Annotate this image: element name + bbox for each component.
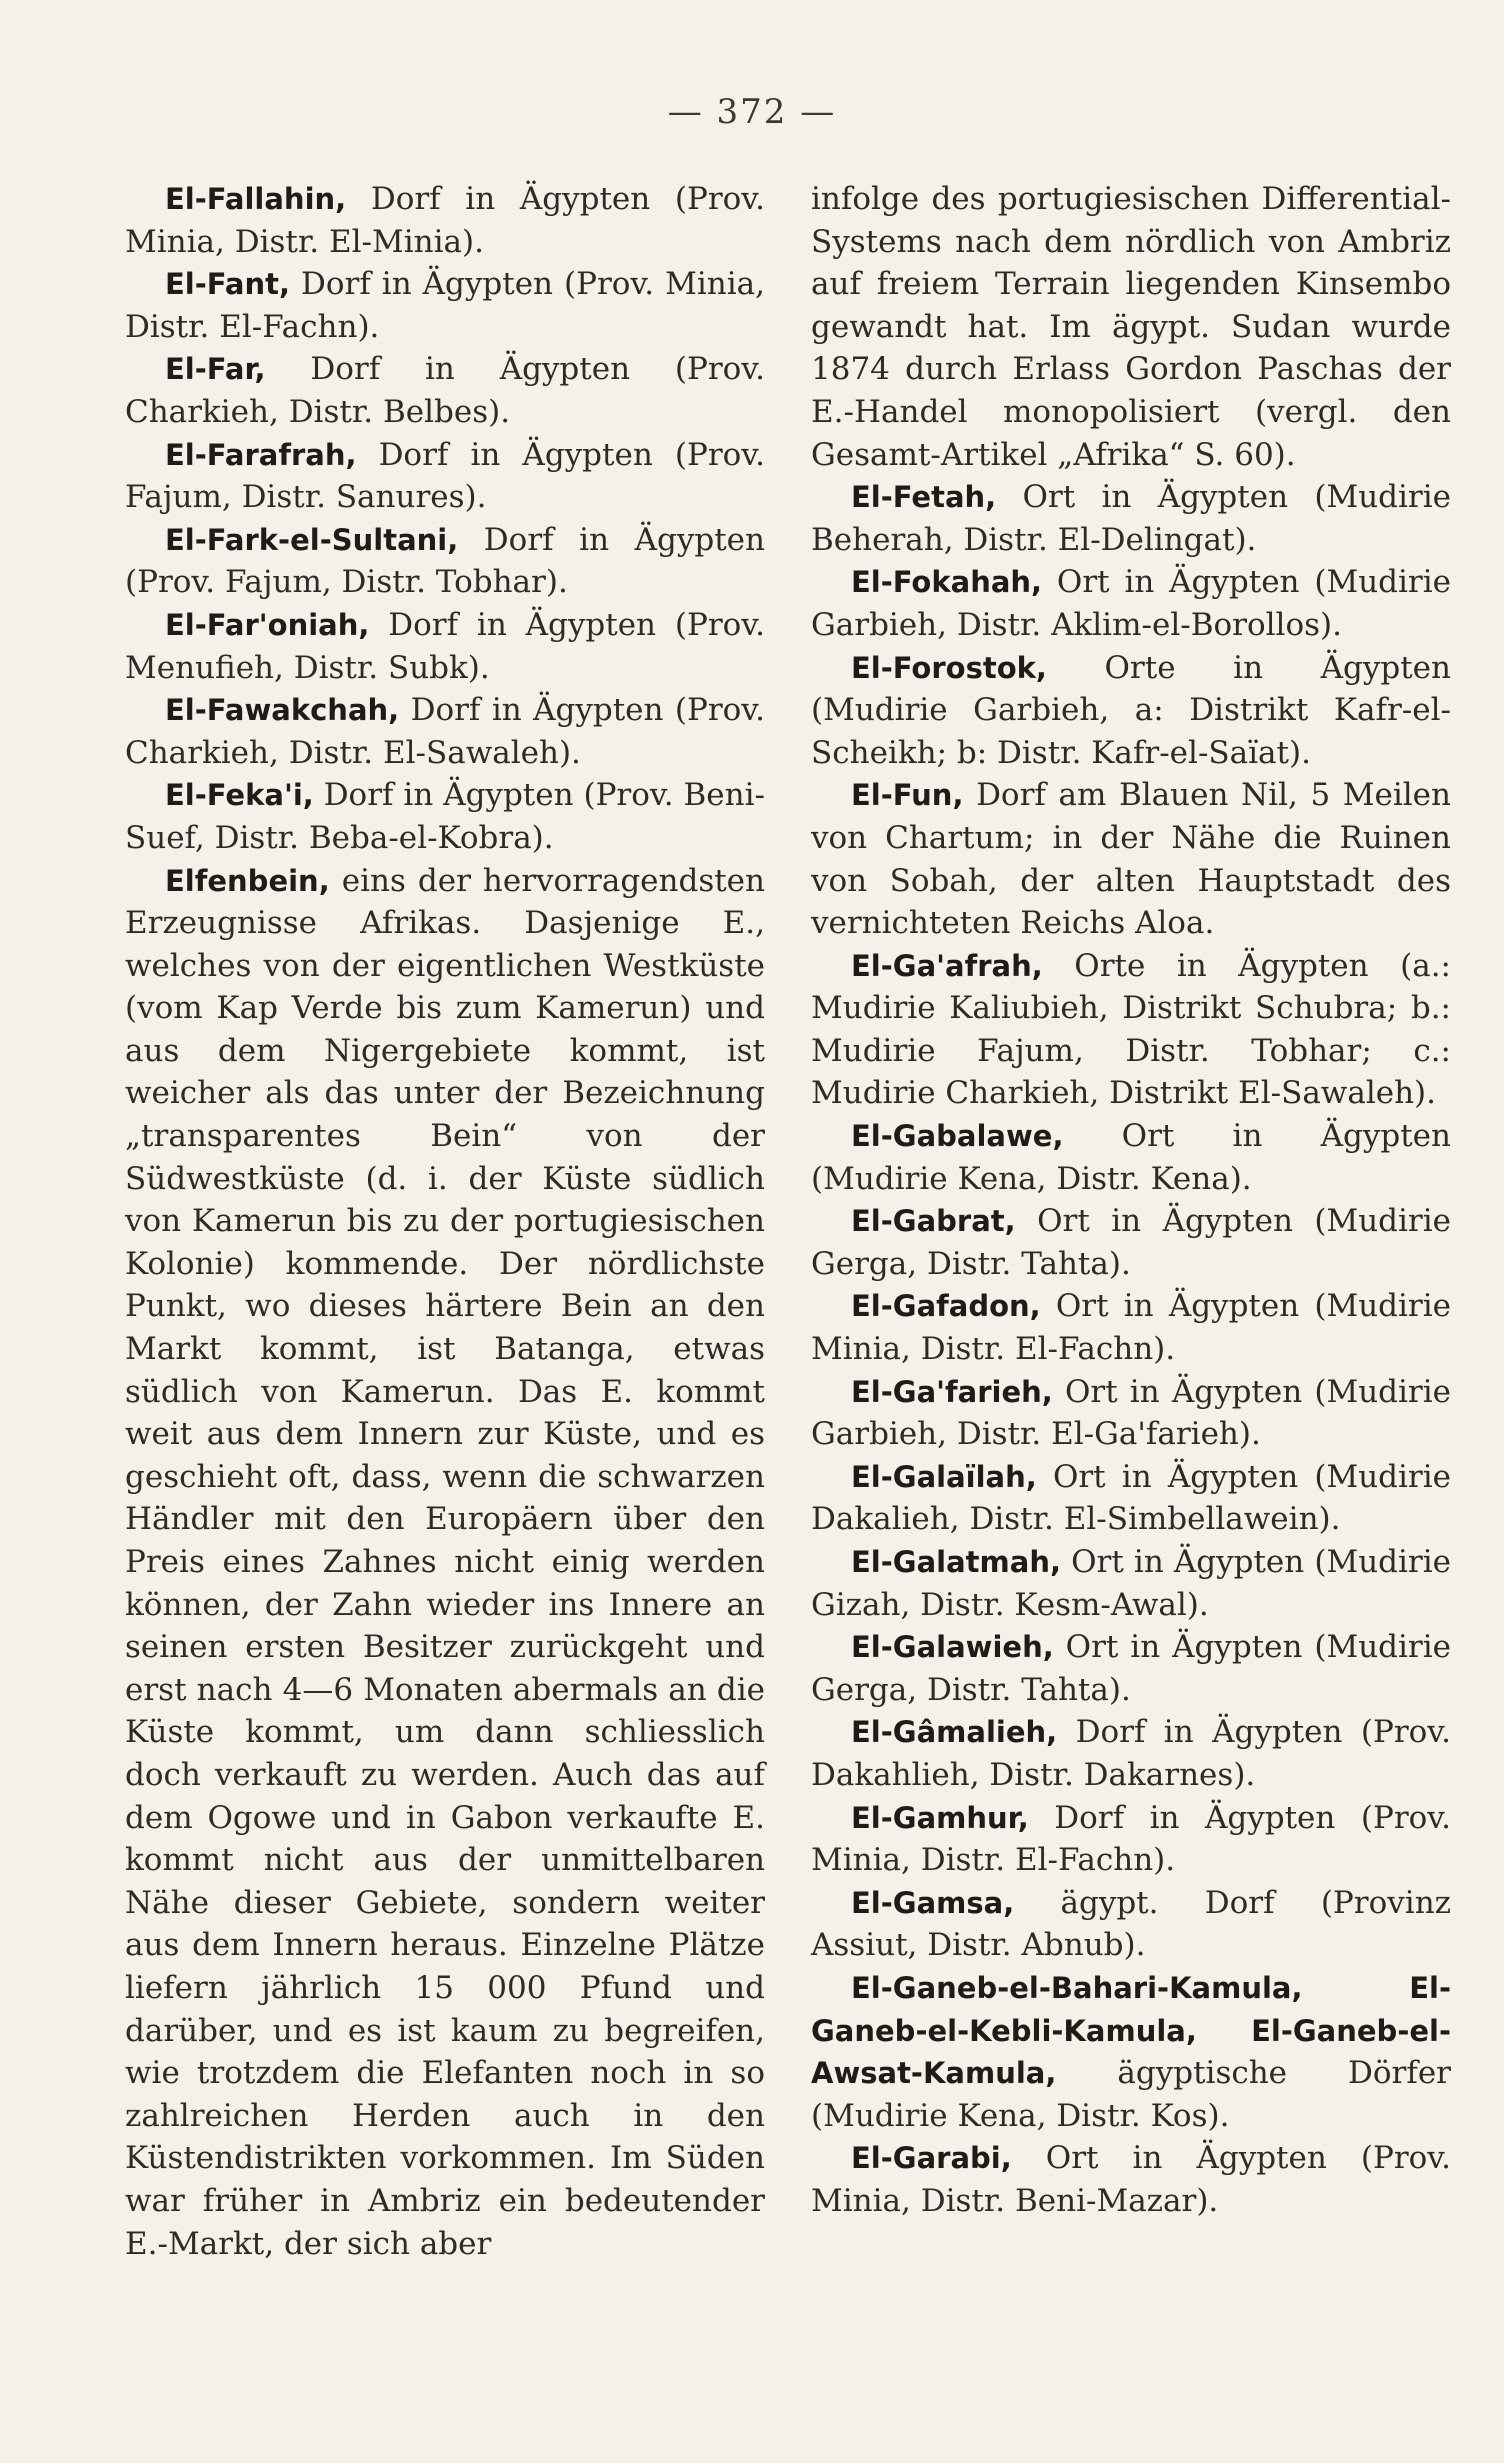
entry-term: El-Galawieh, — [851, 1630, 1054, 1665]
dictionary-entry — [811, 1797, 1451, 1882]
entry-term: El-Fokahah, — [851, 565, 1043, 600]
entry-term: El-Forostok, — [851, 650, 1047, 685]
dictionary-entry — [811, 1200, 1451, 1285]
dictionary-entry — [811, 1541, 1451, 1626]
entry-term: El-Fun, — [851, 778, 964, 813]
entry-text: eins der hervorragendsten Erzeugnisse Afrikas. Dasjenige E., welches von der eigentlichen Westküste (vom Kap Verde bis zum Kamerun) und aus dem Nigergebiete kommt, ist weicher als das unter der Bezeichnung „transparentes Bein“ von der Südwestküste (d. i. der Küste südlich von Kamerun bis zu der portugiesischen Kolonie) kommende. Der nördlichste Punkt, wo dieses härtere Bein an den Markt kommt, ist Batanga, etwas südlich von Kamerun. Das E. kommt weit aus dem Innern zur Küste, und es geschieht oft, dass, wenn die schwarzen Händler mit den Europäern über den Preis eines Zahnes nicht einig werden können, der Zahn wieder ins Innere an seinen ersten Besitzer zurückgeht und erst nach 4—6 Monaten abermals an die Küste kommt, um dann schliesslich doch verkauft zu werden. Auch das auf dem Ogowe und in Gabon verkaufte E. kommt nicht aus der unmittelbaren Nähe dieser Gebiete, sondern weiter aus dem Innern heraus. Einzelne Plätze liefern jährlich 15 000 Pfund und darüber, und es ist kaum zu begreifen, wie trotzdem die Elefanten noch in so zahlreichen Herden auch in den Küstendistrikten vorkommen. Im Süden war früher in Ambriz ein bedeutender E.-Markt, der sich aber — [125, 862, 765, 2262]
entry-text: Dorf in Ägypten (Prov. Minia, Distr. El-Fachn). — [125, 266, 765, 345]
entry-text: Ort in Ägypten (Mudirie Gerga, Distr. Tahta). — [811, 1629, 1451, 1708]
entry-text: Ort in Ägypten (Mudirie Dakalieh, Distr. El-Simbellawein). — [811, 1458, 1451, 1538]
entry-text: Dorf in Ägypten (Prov. Minia, Distr. El-Minia). — [125, 181, 765, 260]
entry-term: El-Fetah, — [851, 480, 997, 515]
entry-term: El-Feka'i, — [165, 778, 314, 813]
entry-text: Ort in Ägypten (Mudirie Minia, Distr. El-Fachn). — [811, 1288, 1451, 1368]
entry-term: El-Galaïlah, — [851, 1459, 1037, 1494]
dictionary-entry — [125, 178, 765, 263]
entry-term: El-Gabrat, — [851, 1204, 1016, 1239]
entry-term: El-Gamhur, — [851, 1800, 1029, 1835]
entry-term: El-Fallahin, — [165, 182, 347, 216]
dictionary-entry — [125, 860, 765, 2266]
entry-term: El-Ganeb-el-Bahari-Kamula, El-Ganeb-el-Kebli-Kamula, El-Ganeb-el-Awsat-Kamula, — [811, 1970, 1451, 2091]
dictionary-entry — [811, 1456, 1451, 1541]
entry-text: Dorf in Ägypten (Prov. Minia, Distr. El-Fachn). — [811, 1799, 1451, 1879]
entry-term: El-Gafadon, — [851, 1289, 1041, 1324]
entry-term: El-Ga'afrah, — [851, 948, 1043, 983]
entry-text: Dorf in Ägypten (Prov. Menufieh, Distr. Subk). — [125, 606, 765, 686]
entry-text: Ort in Ägypten (Mudirie Beherah, Distr. El-Delingat). — [811, 479, 1451, 558]
dictionary-entry — [811, 1711, 1451, 1796]
continued-text — [811, 178, 1451, 476]
entry-term: El-Fark-el-Sultani, — [165, 522, 459, 557]
dictionary-entry — [125, 434, 765, 519]
entry-text: Ort in Ägypten (Mudirie Gerga, Distr. Tahta). — [811, 1203, 1451, 1282]
entry-text: Dorf in Ägypten (Prov. Fajum, Distr. Sanures). — [125, 436, 765, 516]
entry-text: Ort in Ägypten (Prov. Minia, Distr. Beni-Mazar). — [811, 2140, 1451, 2219]
entry-text: Ort in Ägypten (Mudirie Kena, Distr. Kena). — [811, 1118, 1451, 1197]
entry-text: Dorf in Ägypten (Prov. Beni-Suef, Distr. Beba-el-Kobra). — [125, 777, 765, 856]
entry-text: Dorf in Ägypten (Prov. Fajum, Distr. Tobhar). — [125, 521, 765, 601]
dictionary-entry — [811, 561, 1451, 646]
entry-text: Ort in Ägypten (Mudirie Garbieh, Distr. El-Ga'farieh). — [811, 1373, 1451, 1453]
dictionary-entry — [811, 2137, 1451, 2222]
entry-term: El-Ga'farieh, — [851, 1374, 1053, 1409]
entry-text: Dorf in Ägypten (Prov. Dakahlieh, Distr. Dakarnes). — [811, 1714, 1451, 1793]
entry-text: ägypt. Dorf (Provinz Assiut, Distr. Abnub). — [811, 1884, 1451, 1964]
entry-text: Dorf am Blauen Nil, 5 Meilen von Chartum; in der Nähe die Ruinen von Sobah, der alten Hauptstadt des vernichteten Reichs Aloa. — [811, 777, 1451, 942]
entry-text: Orte in Ägypten (a.: Mudirie Kaliubieh, Distrikt Schubra; b.: Mudirie Fajum, Distr. Tobhar; c.: Mudirie Charkieh, Distrikt El-Sawaleh). — [811, 947, 1451, 1112]
dictionary-entry — [125, 348, 765, 433]
entry-term: El-Fawakchah, — [165, 693, 400, 728]
dictionary-entry — [811, 774, 1451, 944]
entry-term: Elfenbein, — [165, 863, 330, 898]
entry-term: El-Fant, — [165, 267, 290, 302]
dictionary-entry — [125, 263, 765, 348]
entry-text: Orte in Ägypten (Mudirie Garbieh, a: Distrikt Kafr-el-Scheikh; b: Distr. Kafr-el-Saïat). — [811, 649, 1451, 771]
dictionary-entry — [811, 647, 1451, 775]
entry-term: El-Farafrah, — [165, 437, 357, 472]
entry-term: El-Far, — [165, 352, 266, 387]
page-number: — 372 — — [667, 92, 837, 132]
dictionary-entry — [811, 1371, 1451, 1456]
entry-term: El-Garabi, — [851, 2141, 1012, 2176]
dictionary-entry — [811, 1285, 1451, 1370]
dictionary-entry — [125, 604, 765, 689]
entry-text: Ort in Ägypten (Mudirie Gizah, Distr. Kesm-Awal). — [811, 1544, 1451, 1623]
dictionary-entry — [811, 1115, 1451, 1200]
left-column — [125, 178, 765, 2265]
dictionary-entry — [811, 945, 1451, 1115]
entry-term: El-Gamsa, — [851, 1885, 1015, 1920]
entry-text: Dorf in Ägypten (Prov. Charkieh, Distr. Belbes). — [125, 351, 765, 430]
dictionary-entry — [811, 1882, 1451, 1967]
entry-term: El-Gabalawe, — [851, 1119, 1064, 1154]
dictionary-entry — [811, 476, 1451, 561]
entry-text: ägyptische Dörfer (Mudirie Kena, Distr. Kos). — [811, 2055, 1451, 2134]
dictionary-entry — [811, 1967, 1451, 2137]
dictionary-entry — [125, 774, 765, 859]
dictionary-entry — [125, 689, 765, 774]
dictionary-entry — [125, 519, 765, 604]
dictionary-entry — [811, 1626, 1451, 1711]
entry-text: infolge des portugiesischen Differential-Systems nach dem nördlich von Ambriz auf freiem Terrain liegenden Kinsembo gewandt hat. Im ägypt. Sudan wurde 1874 durch Erlass Gordon Paschas der E.-Handel monopolisiert (vergl. den Gesamt-Artikel „Afrika“ S. 60). — [811, 181, 1451, 473]
right-column — [811, 178, 1451, 2223]
entry-term: El-Far'oniah, — [165, 607, 370, 642]
entry-text: Dorf in Ägypten (Prov. Charkieh, Distr. El-Sawaleh). — [125, 692, 765, 771]
entry-term: El-Galatmah, — [851, 1545, 1061, 1579]
entry-term: El-Gâmalieh, — [851, 1715, 1058, 1750]
entry-text: Ort in Ägypten (Mudirie Garbieh, Distr. Aklim-el-Borollos). — [811, 564, 1451, 643]
